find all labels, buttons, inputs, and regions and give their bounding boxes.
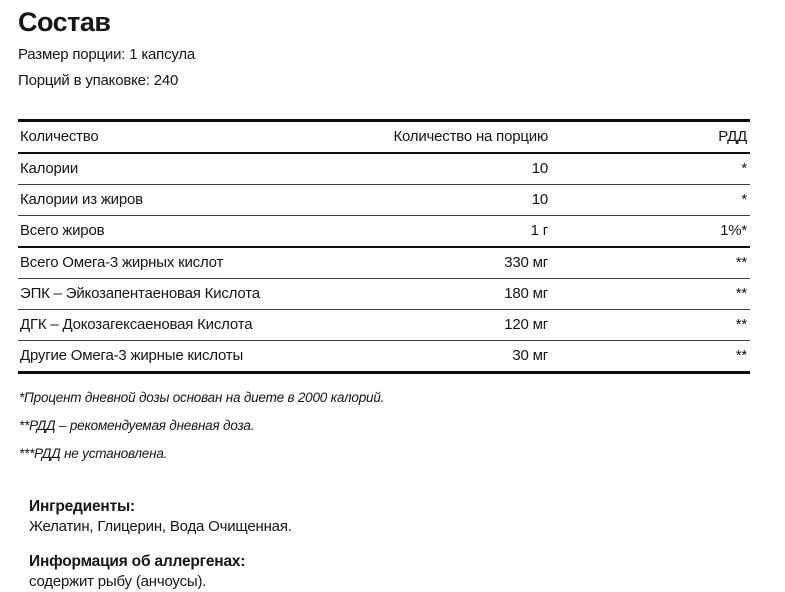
nutrient-name: Калории	[18, 153, 348, 185]
footnote-daily-value: *Процент дневной дозы основан на диете в 2000 калорий.	[19, 390, 385, 405]
table-row	[18, 216, 750, 248]
nutrient-name: ДГК – Докозагексаеновая Кислота	[18, 310, 348, 341]
footnote-rdd-definition: **РДД – рекомендуемая дневная доза.	[19, 418, 255, 433]
column-header-amount-per-serving: Количество на порцию	[348, 121, 548, 154]
column-header-rdd: РДД	[548, 121, 750, 154]
table-row	[18, 279, 750, 310]
nutrient-amount: 30 мг	[512, 347, 548, 364]
allergens-label: Информация об аллергенах:	[29, 553, 246, 570]
ingredients-label: Ингредиенты:	[29, 498, 135, 515]
table-row	[18, 185, 750, 216]
nutrient-amount: 1 г	[348, 216, 548, 248]
nutrient-amount: 120 мг	[348, 310, 548, 341]
composition-table	[18, 119, 750, 374]
nutrient-rdd: **	[548, 247, 750, 279]
nutrient-rdd: *	[548, 153, 750, 185]
table-row	[18, 310, 750, 341]
ingredients-allergens-section	[29, 497, 785, 592]
table-row	[18, 341, 750, 373]
servings-per-container-text: Порций в упаковке: 240	[18, 72, 179, 89]
table-row	[18, 247, 750, 279]
column-header-amount: Количество	[18, 121, 348, 154]
nutrient-amount: 10	[348, 153, 548, 185]
nutrient-amount: 330 мг	[348, 247, 548, 279]
nutrient-rdd: **	[548, 310, 750, 341]
allergens-value: содержит рыбу (анчоусы).	[29, 573, 207, 590]
footnotes-section	[19, 390, 785, 461]
ingredients-value: Желатин, Глицерин, Вода Очищенная.	[29, 518, 292, 535]
nutrient-rdd: **	[735, 347, 747, 364]
nutrient-name: Всего жиров	[18, 216, 348, 248]
nutrient-amount: 180 мг	[348, 279, 548, 310]
nutrient-rdd: **	[548, 279, 750, 310]
nutrient-name: ЭПК – Эйкозапентаеновая Кислота	[18, 279, 348, 310]
page-title: Состав	[18, 7, 111, 37]
nutrient-name: Другие Омега-3 жирные кислоты	[20, 347, 244, 364]
table-header-row	[18, 121, 750, 154]
nutrient-name: Калории из жиров	[18, 185, 348, 216]
nutrient-name: Всего Омега-3 жирных кислот	[18, 247, 348, 279]
footnote-rdd-not-established: ***РДД не установлена.	[19, 446, 168, 461]
nutrient-amount: 10	[348, 185, 548, 216]
nutrient-rdd: *	[548, 185, 750, 216]
nutrient-rdd: 1%*	[548, 216, 750, 248]
table-row	[18, 153, 750, 185]
serving-size-text: Размер порции: 1 капсула	[18, 46, 196, 63]
